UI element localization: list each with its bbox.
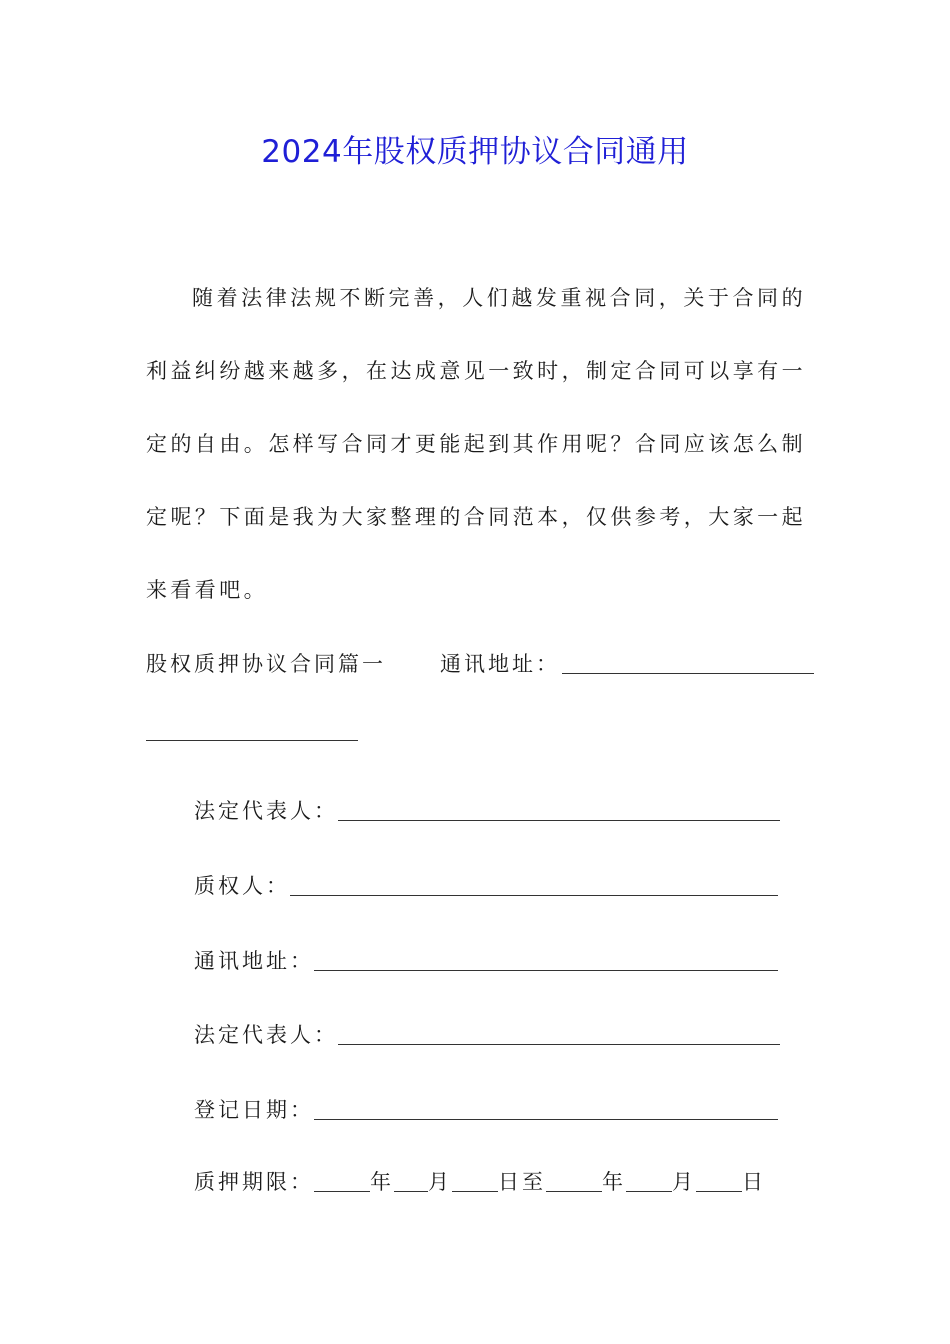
intro-paragraph: 随着法律法规不断完善，人们越发重视合同，关于合同的利益纠纷越来越多，在达成意见一致时，制定合同可以享有一定的自由。怎样写合同才更能起到其作用呢？合同应该怎么制定呢？下面是我为大家整理的合同范本，仅供参考，大家一起来看看吧。 xyxy=(146,286,806,602)
address-blank-1-continued[interactable] xyxy=(146,722,358,741)
pledgee-label: 质权人： xyxy=(194,874,290,898)
legal-rep-label-1: 法定代表人： xyxy=(194,799,338,823)
address-blank-1[interactable] xyxy=(562,655,814,674)
end-day-blank[interactable] xyxy=(696,1173,742,1192)
registration-date-row xyxy=(194,1094,778,1124)
legal-rep-blank-2[interactable] xyxy=(338,1026,780,1045)
start-month-unit: 月 xyxy=(428,1170,452,1194)
address-label-1: 通讯地址： xyxy=(440,652,560,676)
legal-rep-blank-1[interactable] xyxy=(338,802,780,821)
end-month-blank[interactable] xyxy=(626,1173,672,1192)
start-month-blank[interactable] xyxy=(394,1173,428,1192)
pledge-term-label: 质押期限： xyxy=(194,1170,314,1194)
legal-rep-row-2 xyxy=(194,1019,780,1049)
address-label-2: 通讯地址： xyxy=(194,949,314,973)
document-title: 2024年股权质押协议合同通用 xyxy=(261,134,689,170)
pledgee-row xyxy=(194,870,778,900)
address-row-2 xyxy=(194,945,778,975)
end-year-unit: 年 xyxy=(602,1170,626,1194)
section-heading: 股权质押协议合同篇一 xyxy=(146,652,386,676)
pledgee-blank[interactable] xyxy=(290,877,778,896)
start-day-unit: 日至 xyxy=(498,1170,546,1194)
registration-date-blank[interactable] xyxy=(314,1101,778,1120)
end-day-unit: 日 xyxy=(742,1170,766,1194)
legal-rep-label-2: 法定代表人： xyxy=(194,1023,338,1047)
end-month-unit: 月 xyxy=(672,1170,696,1194)
legal-rep-row-1 xyxy=(194,795,780,825)
address-continuation-row xyxy=(146,722,358,745)
address-blank-2[interactable] xyxy=(314,952,778,971)
section-heading-row xyxy=(146,648,814,678)
start-day-blank[interactable] xyxy=(452,1173,498,1192)
end-year-blank[interactable] xyxy=(546,1173,602,1192)
start-year-unit: 年 xyxy=(370,1170,394,1194)
start-year-blank[interactable] xyxy=(314,1173,370,1192)
pledge-term-row xyxy=(194,1166,766,1196)
registration-date-label: 登记日期： xyxy=(194,1098,314,1122)
